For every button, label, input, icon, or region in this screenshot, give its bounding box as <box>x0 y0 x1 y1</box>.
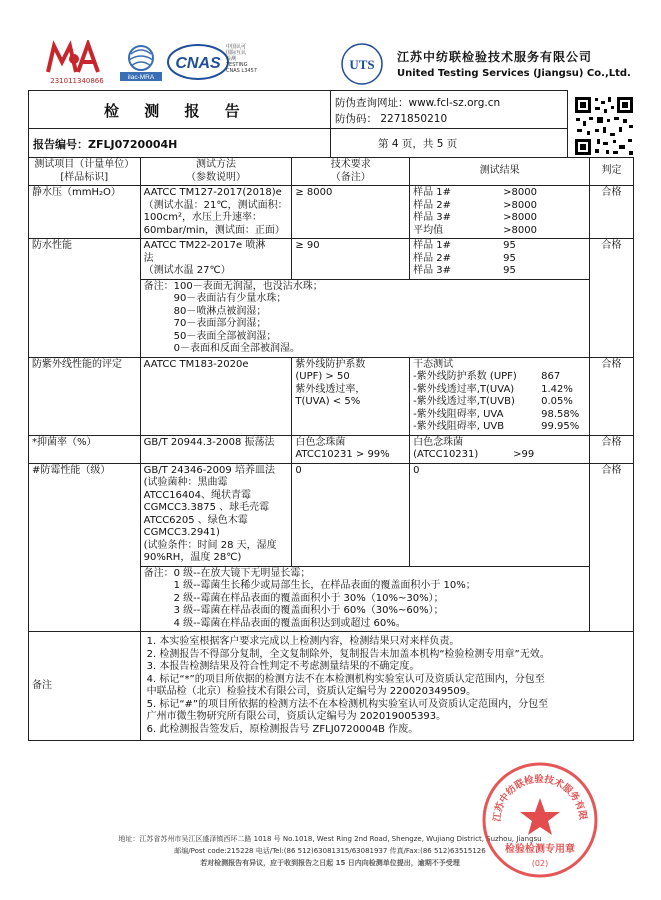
footer-disclaimer: 若对检测报告有异议，应于收到报告之日起 15 日内向检测单位提出，逾期不予受理 <box>200 859 460 867</box>
remarks-row <box>29 632 634 741</box>
item-cell: *抑菌率（%） <box>29 435 141 463</box>
svg-text:检验检测专用章: 检验检测专用章 <box>505 844 575 855</box>
note-cell: 备注：0 级--在放大镜下无明显长霉； 1 级--霉菌生长稀少或局部生长，在样品表面的覆盖面积小于 10%； 2 级--霉菌在样品表面的覆盖面积小于 30%（10%~30%）； 3 级--霉菌在样品表面的覆盖面积小于 60%（30%~60%）； 4 级--霉菌在样品表面的覆盖面积达到或超过 60%。 <box>140 566 589 632</box>
svg-text:CNAS: CNAS <box>175 55 221 72</box>
requirement-cell: 白色念珠菌 ATCC10231 > 99% <box>292 435 410 463</box>
remarks-cell: 1. 本实验室根据客户要求完成以上检测内容，检测结果只对来样负责。 2. 检测报告不得部分复制，全文复制除外，复制报告未加盖本机构“检验检测专用章”无效。 3. 本报告检测结果及符合性判定不考虑测量结果的不确定度。 4. 标记“*”的项目所依据的检测方法不在本检测机构实验室认可及资质认定范围内，分包至 中联品检（北京）检验技术有限公司，资质认定编号为 220020349509。 5. 标记“#”的项目所依据的检测方法不在本检测机构实验室认可及资质认定范围内，分包至 广州市微生物研究所有限公司，资质认定编号为 202019005393。 6. 此检测报告签发后，原检测报告号 ZFLJ0720004B 作废。 <box>140 632 633 741</box>
table-row <box>29 463 634 566</box>
remarks-label: 备注 <box>29 632 141 741</box>
anti-fake-url: 防伪查询网址：www.fcl-sz.org.cn <box>335 97 501 109</box>
cma-number: 231011340866 <box>50 77 104 85</box>
item-cell: #防霉性能（级） <box>29 463 141 632</box>
uts-logo <box>336 42 388 88</box>
item-cell: 防水性能 <box>29 239 141 358</box>
company-name-en: United Testing Services (Jiangsu) Co.,Ltd. <box>397 68 631 79</box>
cnas-logo <box>166 42 230 82</box>
ilac-mra-logo <box>118 44 164 82</box>
header-item: 测试项目（计量单位） [样品标识] <box>29 158 141 186</box>
report-title: 检 测 报 告 <box>104 102 250 120</box>
svg-text:(02): (02) <box>531 859 549 868</box>
result-cell: 样品 1# 95 样品 2# 95 样品 3# 95 <box>410 239 590 280</box>
result-cell: 白色念珠菌 (ATCC10231) >99 <box>410 435 590 463</box>
item-cell: 静水压（mmH₂O） <box>29 186 141 239</box>
official-seal <box>480 760 600 880</box>
table-row <box>29 435 634 463</box>
report-number: 报告编号：ZFLJ0720004H <box>33 138 178 151</box>
anti-fake-code: 防伪码： 2271850210 <box>335 113 448 125</box>
method-cell: AATCC TM22-2017e 喷淋 法 （测试水温 27℃） <box>140 239 292 280</box>
judgement-cell: 合格 <box>590 357 634 435</box>
item-cell: 防紫外线性能的评定 <box>29 357 141 435</box>
company-name-cn: 江苏中纺联检验技术服务有限公司 <box>397 50 593 64</box>
judgement-cell: 合格 <box>590 463 634 632</box>
table-header-row <box>29 158 634 186</box>
svg-text:江苏中纺联检验技术服务有限公司: 江苏中纺联检验技术服务有限 <box>491 773 589 823</box>
header-requirement: 技术要求 （备注） <box>292 158 410 186</box>
footer-address: 地址：江苏省苏州市吴江区盛泽镇西环二路 1018 号 No.1018, West Ring 2nd Road, Shengze, Wujiang District, Suzhou, Jiangsu <box>118 835 542 843</box>
method-cell: GB/T 20944.3-2008 振荡法 <box>140 435 292 463</box>
footer-contact: 邮编/Post code:215228 电话/Tel:(86 512)63081315/63081937 传真/Fax:(86 512)63515126 <box>174 847 486 855</box>
method-cell: AATCC TM183-2020e <box>140 357 292 435</box>
cnas-caption: 中国认可 国际互认 检测 TESTING CNAS L3457 <box>226 44 257 74</box>
requirement-cell: ≥ 90 <box>292 239 410 280</box>
cma-logo <box>44 40 104 82</box>
judgement-cell: 合格 <box>590 435 634 463</box>
judgement-cell: 合格 <box>590 186 634 239</box>
result-cell: 干态测试 -紫外线防护系数 (UPF) 867 -紫外线透过率,T(UVA) 1.42% -紫外线透过率,T(UVB) 0.05% -紫外线阻碍率, UVA 98.58% -紫外线阻碍率, UVB 99.95% <box>410 357 590 435</box>
table-row <box>29 186 634 239</box>
header-result: 测试结果 <box>410 158 590 186</box>
table-row <box>29 239 634 280</box>
header-judgement: 判定 <box>590 158 634 186</box>
svg-text:ilac-MRA: ilac-MRA <box>127 74 155 81</box>
test-results-table <box>28 157 634 741</box>
judgement-cell: 合格 <box>590 239 634 358</box>
qr-code-icon <box>573 95 635 157</box>
note-cell: 备注：100－表面无润湿，也没沾水珠； 90－表面沾有少量水珠； 80－喷淋点被润湿； 70－表面部分润湿； 50－表面全部被润湿； 0－表面和反面全部被润湿。 <box>140 279 589 357</box>
requirement-cell: 0 <box>292 463 410 566</box>
result-cell: 0 <box>410 463 590 566</box>
result-cell: 样品 1# >8000 样品 2# >8000 样品 3# >8000 平均值 >8000 <box>410 186 590 239</box>
svg-text:UTS: UTS <box>349 57 375 72</box>
method-cell: AATCC TM127-2017(2018)e （测试水温：21℃，测试面积： 100cm²，水压上升速率： 60mbar/min，测试面：正面） <box>140 186 292 239</box>
table-row <box>29 357 634 435</box>
page-number: 第 4 页，共 5 页 <box>378 138 458 150</box>
requirement-cell: 紫外线防护系数 (UPF) > 50 紫外线透过率， T(UVA) < 5% <box>292 357 410 435</box>
header-method: 测试方法 （参数说明） <box>140 158 292 186</box>
requirement-cell: ≥ 8000 <box>292 186 410 239</box>
method-cell: GB/T 24346-2009 培养皿法 (试验菌种：黑曲霉 ATCC16404、绳状青霉 CGMCC3.3875 、球毛壳霉 ATCC6205 、绿色木霉 CGMCC3.2941) (试验条件：时间 28 天，湿度 90%RH，温度 28℃) <box>140 463 292 566</box>
